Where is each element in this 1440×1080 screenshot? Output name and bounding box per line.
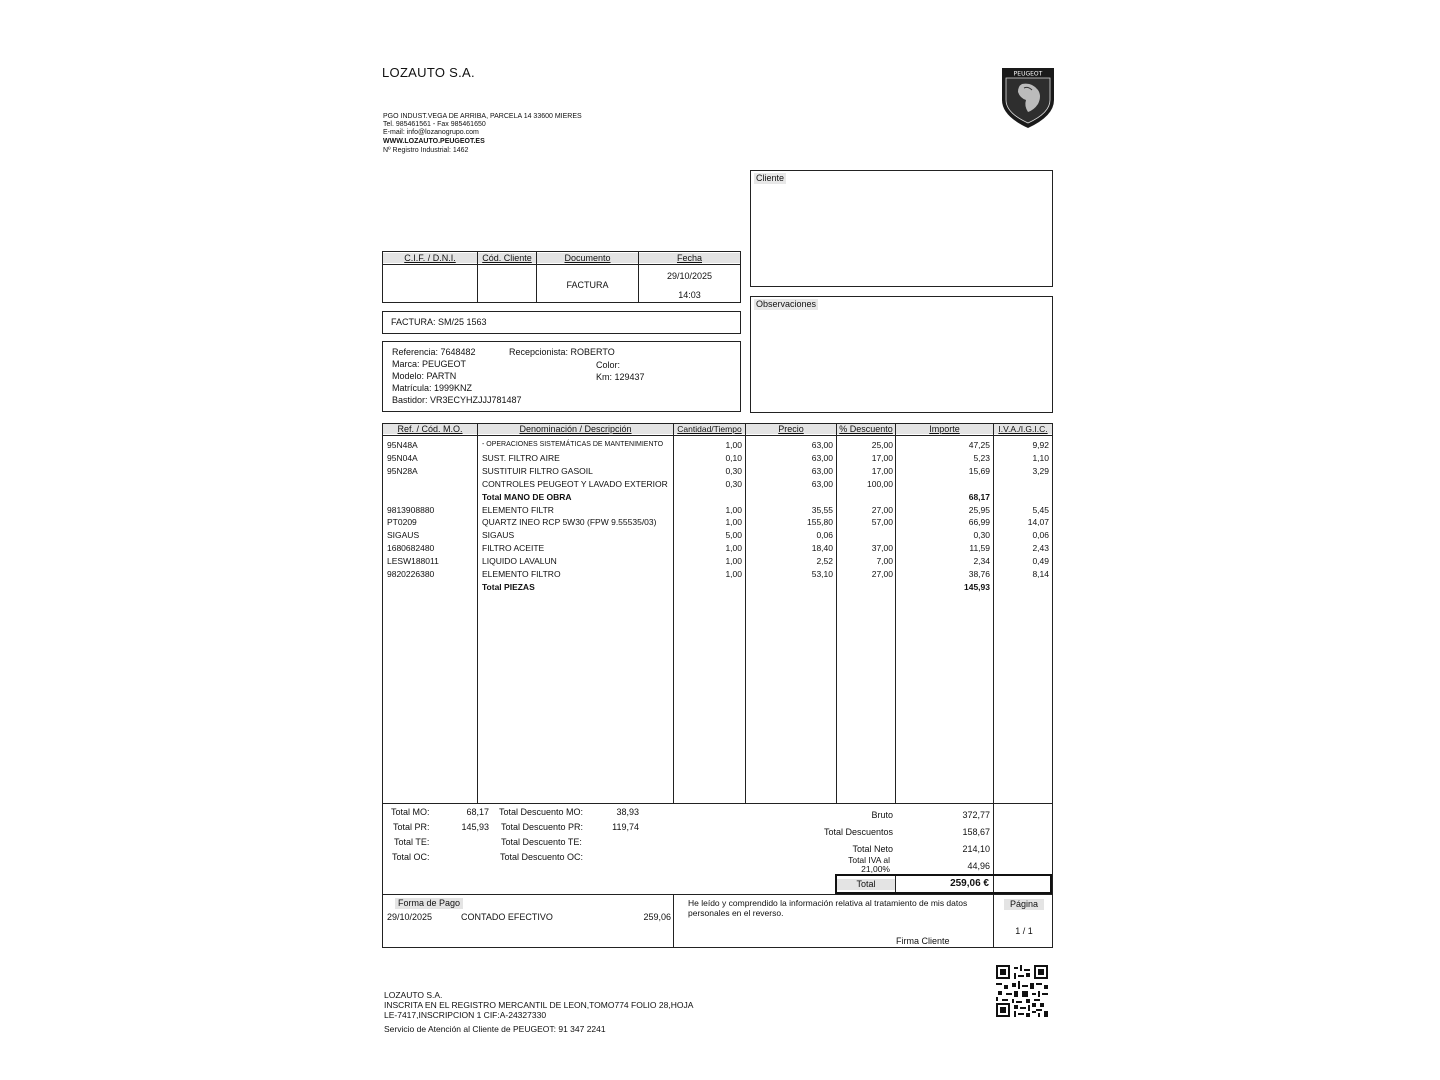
cell-quantity: 0,10 bbox=[725, 452, 742, 463]
th-description: Denominación / Descripción bbox=[478, 424, 673, 434]
document-header-box bbox=[382, 251, 741, 303]
table-row bbox=[383, 581, 1053, 593]
company-email: E-mail: info@lozanogrupo.com bbox=[383, 129, 479, 136]
client-label: Cliente bbox=[756, 173, 785, 183]
vehicle-box bbox=[382, 341, 741, 412]
cell-vat: 8,14 bbox=[1032, 569, 1049, 579]
discounts-label: Total Descuentos bbox=[823, 827, 893, 837]
company-registry: Nº Registro Industrial: 1462 bbox=[383, 147, 469, 154]
grand-total-label: Total bbox=[837, 879, 895, 890]
cell-quantity: 1,00 bbox=[725, 440, 742, 450]
vat-label: Total IVA al bbox=[848, 855, 890, 865]
cell-price: 2,52 bbox=[816, 556, 833, 567]
grand-total-value: 259,06 € bbox=[950, 878, 989, 889]
th-discount: % Descuento bbox=[837, 424, 895, 434]
company-web: WWW.LOZAUTO.PEUGEOT.ES bbox=[383, 138, 485, 145]
cell-amount: 25,95 bbox=[968, 504, 990, 515]
cell-amount: 145,93 bbox=[964, 581, 990, 592]
cell-amount: 11,59 bbox=[969, 543, 990, 554]
footer-service: Servicio de Atención al Cliente de PEUGEOT: 91 347 2241 bbox=[384, 1024, 606, 1034]
invoice-number-box bbox=[382, 311, 741, 334]
th-ref: Ref. / Cód. M.O. bbox=[383, 424, 477, 434]
cell-quantity: 1,00 bbox=[725, 569, 742, 579]
cell-quantity: 5,00 bbox=[725, 530, 742, 541]
cell-ref: 1680682480 bbox=[387, 543, 435, 554]
cell-price: 35,55 bbox=[811, 504, 833, 515]
col-client-code: Cód. Cliente bbox=[478, 253, 536, 263]
cell-ref: SIGAUS bbox=[387, 530, 420, 541]
cell-quantity: 1,00 bbox=[725, 556, 742, 567]
th-quantity: Cantidad/Tiempo bbox=[674, 424, 745, 434]
cell-discount: 25,00 bbox=[871, 440, 893, 450]
cell-vat: 9,92 bbox=[1032, 440, 1049, 450]
col-document: Documento bbox=[537, 253, 638, 263]
cell-amount: 2,34 bbox=[973, 556, 990, 567]
cell-ref: 95N48A bbox=[387, 440, 418, 450]
total-mo-label: Total MO: bbox=[391, 807, 430, 817]
vehicle-reference: Referencia: 7648482 bbox=[392, 347, 476, 357]
payment-label: Forma de Pago bbox=[395, 898, 463, 909]
cell-quantity: 1,00 bbox=[725, 543, 742, 554]
footer-company: LOZAUTO S.A. bbox=[384, 990, 443, 1000]
payment-amount: 259,06 bbox=[643, 912, 671, 922]
total-desc-te-label: Total Descuento TE: bbox=[501, 837, 582, 847]
vehicle-km: Km: 129437 bbox=[596, 372, 645, 382]
total-pr-label: Total PR: bbox=[393, 822, 430, 832]
cell-price: 63,00 bbox=[811, 452, 833, 463]
cell-desc: LIQUIDO LAVALUN bbox=[482, 556, 557, 567]
discounts-value: 158,67 bbox=[962, 827, 990, 837]
cell-vat: 0,06 bbox=[1032, 530, 1049, 541]
cell-desc: SUSTITUIR FILTRO GASOIL bbox=[482, 465, 593, 476]
line-items-table bbox=[382, 423, 1053, 804]
invoice-number: FACTURA: SM/25 1563 bbox=[391, 317, 487, 327]
cell-desc: SUST. FILTRO AIRE bbox=[482, 452, 560, 463]
cell-amount: 47,25 bbox=[968, 440, 990, 450]
total-oc-label: Total OC: bbox=[392, 852, 430, 862]
footer-cif: LE-7417,INSCRIPCION 1 CIF:A-24327330 bbox=[384, 1010, 547, 1020]
table-row bbox=[383, 568, 1053, 580]
document-type: FACTURA bbox=[566, 280, 609, 290]
vat-rate: 21,00% bbox=[861, 864, 890, 874]
vehicle-brand: Marca: PEUGEOT bbox=[392, 359, 467, 369]
cell-discount: 57,00 bbox=[871, 517, 893, 528]
document-time: 14:03 bbox=[678, 290, 701, 300]
cell-discount: 100,00 bbox=[867, 478, 893, 489]
cell-price: 63,00 bbox=[811, 440, 833, 450]
company-address: PGO INDUST.VEGA DE ARRIBA, PARCELA 14 33600 MIERES bbox=[383, 113, 582, 120]
net-value: 214,10 bbox=[962, 844, 990, 854]
cell-price: 18,40 bbox=[811, 543, 833, 554]
table-row bbox=[383, 529, 1053, 541]
table-row bbox=[383, 555, 1053, 567]
vehicle-vin: Bastidor: VR3ECYHZJJJ781487 bbox=[392, 395, 522, 405]
brand-logo-text: PEUGEOT bbox=[1013, 70, 1043, 78]
cell-price: 53,10 bbox=[811, 569, 833, 579]
payment-method: CONTADO EFECTIVO bbox=[461, 912, 553, 922]
payment-date: 29/10/2025 bbox=[387, 912, 433, 922]
cell-ref: 9813908880 bbox=[387, 504, 435, 515]
vat-value: 44,96 bbox=[967, 861, 990, 871]
cell-price: 155,80 bbox=[807, 517, 833, 528]
document-date: 29/10/2025 bbox=[666, 271, 713, 281]
company-phone-fax: Tel. 985461561 - Fax 985461650 bbox=[383, 121, 486, 128]
company-name: LOZAUTO S.A. bbox=[382, 65, 475, 80]
total-desc-oc-label: Total Descuento OC: bbox=[500, 852, 584, 862]
qr-code bbox=[996, 965, 1048, 1017]
total-te-label: Total TE: bbox=[394, 837, 430, 847]
cell-quantity: 1,00 bbox=[725, 517, 742, 528]
cell-ref: 95N04A bbox=[387, 452, 418, 463]
net-label: Total Neto bbox=[852, 844, 893, 854]
vehicle-color: Color: bbox=[596, 360, 621, 370]
cell-discount: 27,00 bbox=[871, 569, 893, 579]
cell-vat: 0,49 bbox=[1032, 556, 1049, 567]
totals-section bbox=[382, 803, 1053, 895]
brand-logo bbox=[998, 66, 1058, 130]
footer-registry: INSCRITA EN EL REGISTRO MERCANTIL DE LEON,TOMO774 FOLIO 28,HOJA bbox=[384, 1000, 694, 1010]
table-row bbox=[383, 452, 1053, 464]
table-row bbox=[383, 465, 1053, 477]
cell-vat: 1,10 bbox=[1032, 452, 1049, 463]
table-row bbox=[383, 491, 1053, 503]
cell-ref: 95N28A bbox=[387, 465, 418, 476]
vehicle-model: Modelo: PARTN bbox=[392, 371, 457, 381]
col-date: Fecha bbox=[639, 253, 740, 263]
cell-discount: 37,00 bbox=[871, 543, 893, 554]
cell-amount: 5,23 bbox=[973, 452, 990, 463]
cell-desc: - OPERACIONES SISTEMÁTICAS DE MANTENIMIENTO bbox=[482, 441, 664, 448]
cell-discount: 7,00 bbox=[876, 556, 893, 567]
cell-ref: 9820226380 bbox=[387, 569, 435, 579]
cell-price: 63,00 bbox=[811, 478, 833, 489]
cell-desc: FILTRO ACEITE bbox=[482, 543, 545, 554]
bruto-label: Bruto bbox=[871, 810, 893, 820]
page-label: Página bbox=[1004, 899, 1044, 910]
th-amount: Importe bbox=[896, 424, 993, 434]
total-desc-mo-label: Total Descuento MO: bbox=[499, 807, 584, 817]
cell-amount: 66,99 bbox=[968, 517, 990, 528]
total-desc-mo-value: 38,93 bbox=[616, 807, 639, 817]
observations-box bbox=[750, 296, 1053, 413]
table-row bbox=[383, 542, 1053, 554]
th-price: Precio bbox=[746, 424, 836, 434]
table-row bbox=[383, 439, 1053, 451]
cell-amount: 0,30 bbox=[973, 530, 990, 541]
cell-quantity: 1,00 bbox=[725, 504, 742, 515]
page-number: 1 / 1 bbox=[1015, 926, 1033, 936]
total-desc-pr-value: 119,74 bbox=[612, 822, 639, 832]
cell-vat: 3,29 bbox=[1032, 465, 1049, 476]
cell-desc: QUARTZ INEO RCP 5W30 (FPW 9.55535/03) bbox=[482, 517, 657, 528]
line-items-body bbox=[383, 439, 1052, 799]
cell-amount: 15,69 bbox=[968, 465, 990, 476]
table-row bbox=[383, 516, 1053, 528]
col-cif: C.I.F. / D.N.I. bbox=[383, 253, 477, 263]
table-row bbox=[383, 478, 1053, 490]
vehicle-plate: Matrícula: 1999KNZ bbox=[392, 383, 473, 393]
table-row bbox=[383, 504, 1053, 516]
cell-discount: 27,00 bbox=[871, 504, 893, 515]
cell-quantity: 0,30 bbox=[725, 478, 742, 489]
observations-label: Observaciones bbox=[756, 299, 817, 309]
total-mo-value: 68,17 bbox=[466, 807, 489, 817]
cell-ref: LESW188011 bbox=[387, 556, 439, 567]
vehicle-receptionist: Recepcionista: ROBERTO bbox=[509, 347, 615, 357]
client-box bbox=[750, 170, 1053, 287]
total-pr-value: 145,93 bbox=[461, 822, 489, 832]
cell-desc: ELEMENTO FILTR bbox=[482, 504, 554, 515]
cell-discount: 17,00 bbox=[871, 465, 893, 476]
cell-price: 63,00 bbox=[811, 465, 833, 476]
cell-vat: 2,43 bbox=[1032, 543, 1049, 554]
cell-desc: CONTROLES PEUGEOT Y LAVADO EXTERIOR bbox=[482, 478, 668, 489]
cell-amount: 68,17 bbox=[968, 491, 990, 502]
th-vat: I.V.A./I.G.I.C. bbox=[994, 424, 1052, 434]
cell-price: 0,06 bbox=[816, 530, 833, 541]
cell-desc: ELEMENTO FILTRO bbox=[482, 569, 561, 579]
total-desc-pr-label: Total Descuento PR: bbox=[501, 822, 584, 832]
cell-desc: SIGAUS bbox=[482, 530, 515, 541]
bruto-value: 372,77 bbox=[962, 810, 990, 820]
cell-desc: Total PIEZAS bbox=[482, 581, 535, 592]
cell-quantity: 0,30 bbox=[725, 465, 742, 476]
cell-ref: PT0209 bbox=[387, 517, 417, 528]
cell-vat: 14,07 bbox=[1027, 517, 1049, 528]
cell-vat: 5,45 bbox=[1032, 504, 1049, 515]
payment-box bbox=[382, 894, 1053, 948]
privacy-notice: He leído y comprendido la información relativa al tratamiento de mis datos personales en el reverso. bbox=[688, 898, 968, 918]
signature-label: Firma Cliente bbox=[896, 936, 950, 946]
grand-total-box bbox=[835, 874, 1052, 894]
cell-discount: 17,00 bbox=[871, 452, 893, 463]
cell-desc: Total MANO DE OBRA bbox=[482, 491, 572, 502]
cell-amount: 38,76 bbox=[968, 569, 990, 579]
